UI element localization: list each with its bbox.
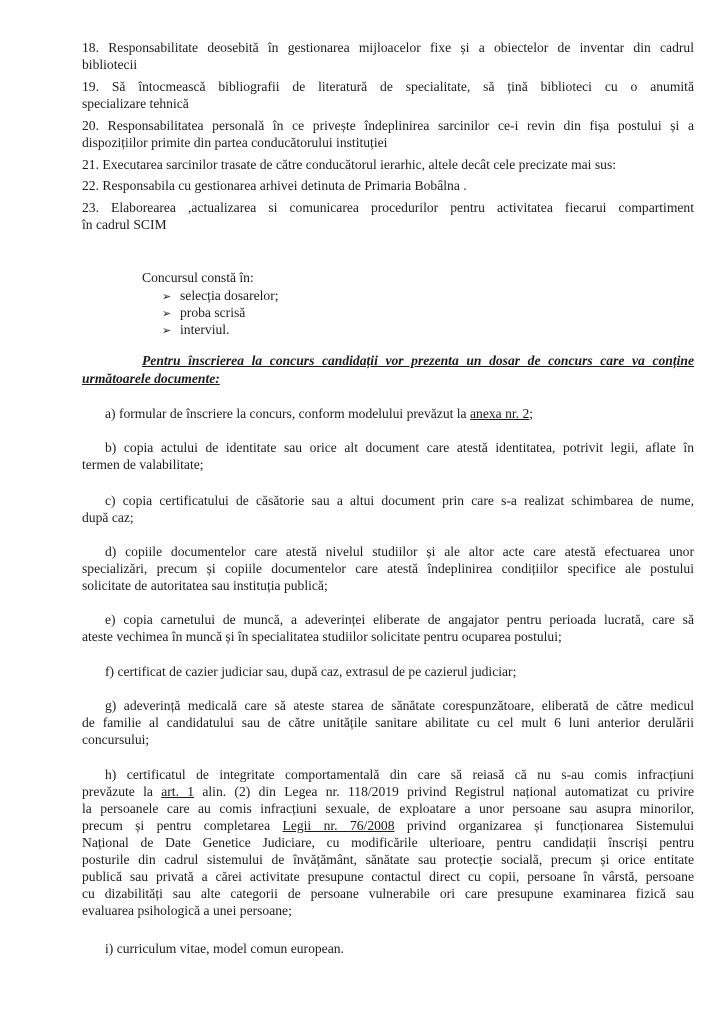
document-item-a-text: a) formular de înscriere la concurs, conform modelului prevăzut la xyxy=(105,406,470,421)
documents-heading-line-1: Pentru înscrierea la concurs candidații vor prezenta un dosar de concurs care va conține xyxy=(142,353,694,368)
duty-19-line-1: 19. Să întocmească bibliografii de literatură de specialitate, să țină biblioteci cu o anumită xyxy=(82,79,694,94)
contest-stage-label: interviul. xyxy=(180,322,230,337)
document-item-f: f) certificat de cazier judiciar sau, după caz, extrasul de pe cazierul judiciar; xyxy=(105,664,517,679)
contest-stage-label: proba scrisă xyxy=(180,305,246,320)
contest-intro: Concursul constă în: xyxy=(142,270,254,285)
duty-21: 21. Executarea sarcinilor trasate de către conducătorul ierarhic, altele decât cele precizate mai sus: xyxy=(82,157,617,172)
document-item-h-line-5: Național de Date Genetice Judiciare, cu modificările ulterioare, pentru candidații înscriși pentru xyxy=(82,835,694,850)
contest-stage xyxy=(162,321,229,339)
duty-23-line-1: 23. Elaborearea ,actualizarea si comunicarea procedurilor pentru activitatea fiecarui compartiment xyxy=(82,200,694,215)
document-item-d-line-2: specializări, precum și copiile documentelor care atestă îndeplinirea condițiilor specifice ale postului xyxy=(82,561,694,576)
document-item-b-line-2: termen de valabilitate; xyxy=(82,457,204,472)
duty-19-line-2: specializare tehnică xyxy=(82,96,189,111)
arrow-bullet-icon: ➢ xyxy=(162,290,172,303)
document-item-g-line-1: g) adeverință medicală care să ateste starea de sănătate corespunzătoare, eliberată de către medicul xyxy=(105,698,694,713)
law-article-1-link[interactable]: art. 1 xyxy=(161,784,195,799)
contest-stage xyxy=(162,287,279,305)
document-item-d-line-1: d) copiile documentelor care atestă nivelul studiilor și ale altor acte care atestă efectuarea unor xyxy=(105,544,694,559)
duty-18-line-2: bibliotecii xyxy=(82,57,138,72)
document-item-h-text: precum și pentru completarea xyxy=(82,818,283,833)
document-item-d-line-3: solicitate de autoritatea sau instituția publică; xyxy=(82,578,328,593)
contest-stage-label: selecția dosarelor; xyxy=(180,288,279,303)
document-item-e-line-2: ateste vechimea în muncă și în specialitatea studiilor solicitate pentru ocuparea postului; xyxy=(82,629,562,644)
document-item-i: i) curriculum vitae, model comun european. xyxy=(105,941,344,956)
document-item-a-end: ; xyxy=(529,406,534,421)
duty-22: 22. Responsabila cu gestionarea arhivei detinuta de Primaria Bobâlna . xyxy=(82,178,467,193)
document-item-h-line-9: evaluarea psihologică a unei persoane; xyxy=(82,903,292,918)
document-item-e-line-1: e) copia carnetului de muncă, a adeverinței eliberate de angajator pentru perioada lucrată, care să xyxy=(105,612,694,627)
document-item-h-text: privind organizarea și funcționarea Sistemului xyxy=(394,818,695,833)
document-item-b-line-1: b) copia actului de identitate sau orice alt document care atestă identitatea, potrivit legii, aflate în xyxy=(105,440,694,455)
duty-20-line-1: 20. Responsabilitatea personală în ce privește îndeplinirea sarcinilor ce-i revin din fișa postului și a xyxy=(82,118,694,133)
document-item-h-line-1: h) certificatul de integritate comportamentală din care să reiasă că nu s-au comis infracțiuni xyxy=(105,767,694,782)
document-item-h-text: alin. (2) din Legea nr. 118/2019 privind Registrul național automatizat cu privire xyxy=(194,784,694,799)
duty-23-line-2: în cadrul SCIM xyxy=(82,217,167,232)
arrow-bullet-icon: ➢ xyxy=(162,307,172,320)
annex-2-link[interactable]: anexa nr. 2 xyxy=(470,406,530,421)
document-item-h-line-2 xyxy=(82,783,694,800)
document-item-h-line-8: cu dizabilități sau alte categorii de persoane vulnerabile ori care presupune examinarea fizică sau xyxy=(82,886,694,901)
document-item-c-line-1: c) copia certificatului de căsătorie sau a altui document prin care s-a realizat schimbarea de nume, xyxy=(105,493,694,508)
document-item-g-line-3: concursului; xyxy=(82,732,150,747)
contest-stage xyxy=(162,304,245,322)
duty-20-line-2: dispozițiilor primite din partea conducătorului instituției xyxy=(82,135,388,150)
arrow-bullet-icon: ➢ xyxy=(162,324,172,337)
document-item-h-line-7: publică sau privată a cărei activitate presupune contactul direct cu copii, persoane în vârstă, persoane xyxy=(82,869,694,884)
document-item-g-line-2: de familie al candidatului sau de către unitățile sanitare abilitate cu cel mult 6 luni anterior derulării xyxy=(82,715,694,730)
document-item-a xyxy=(105,405,694,422)
document-item-h-line-4 xyxy=(82,817,694,834)
document-item-c-line-2: după caz; xyxy=(82,510,134,525)
duty-18-line-1: 18. Responsabilitate deosebită în gestionarea mijloacelor fixe și a obiectelor de inventar din cadrul xyxy=(82,40,694,55)
document-item-h-text: prevăzute la xyxy=(82,784,162,799)
document-item-h-line-3: la persoanele care au comis infracțiuni sexuale, de exploatare a unor persoane sau asupra minorilor, xyxy=(82,801,694,816)
law-76-2008-link[interactable]: Legii nr. 76/2008 xyxy=(282,818,395,833)
document-item-h-line-6: posturile din cadrul sistemului de învățământ, sănătate sau protecție socială, precum și orice entitate xyxy=(82,852,694,867)
documents-heading-line-2: următoarele documente: xyxy=(82,371,220,386)
